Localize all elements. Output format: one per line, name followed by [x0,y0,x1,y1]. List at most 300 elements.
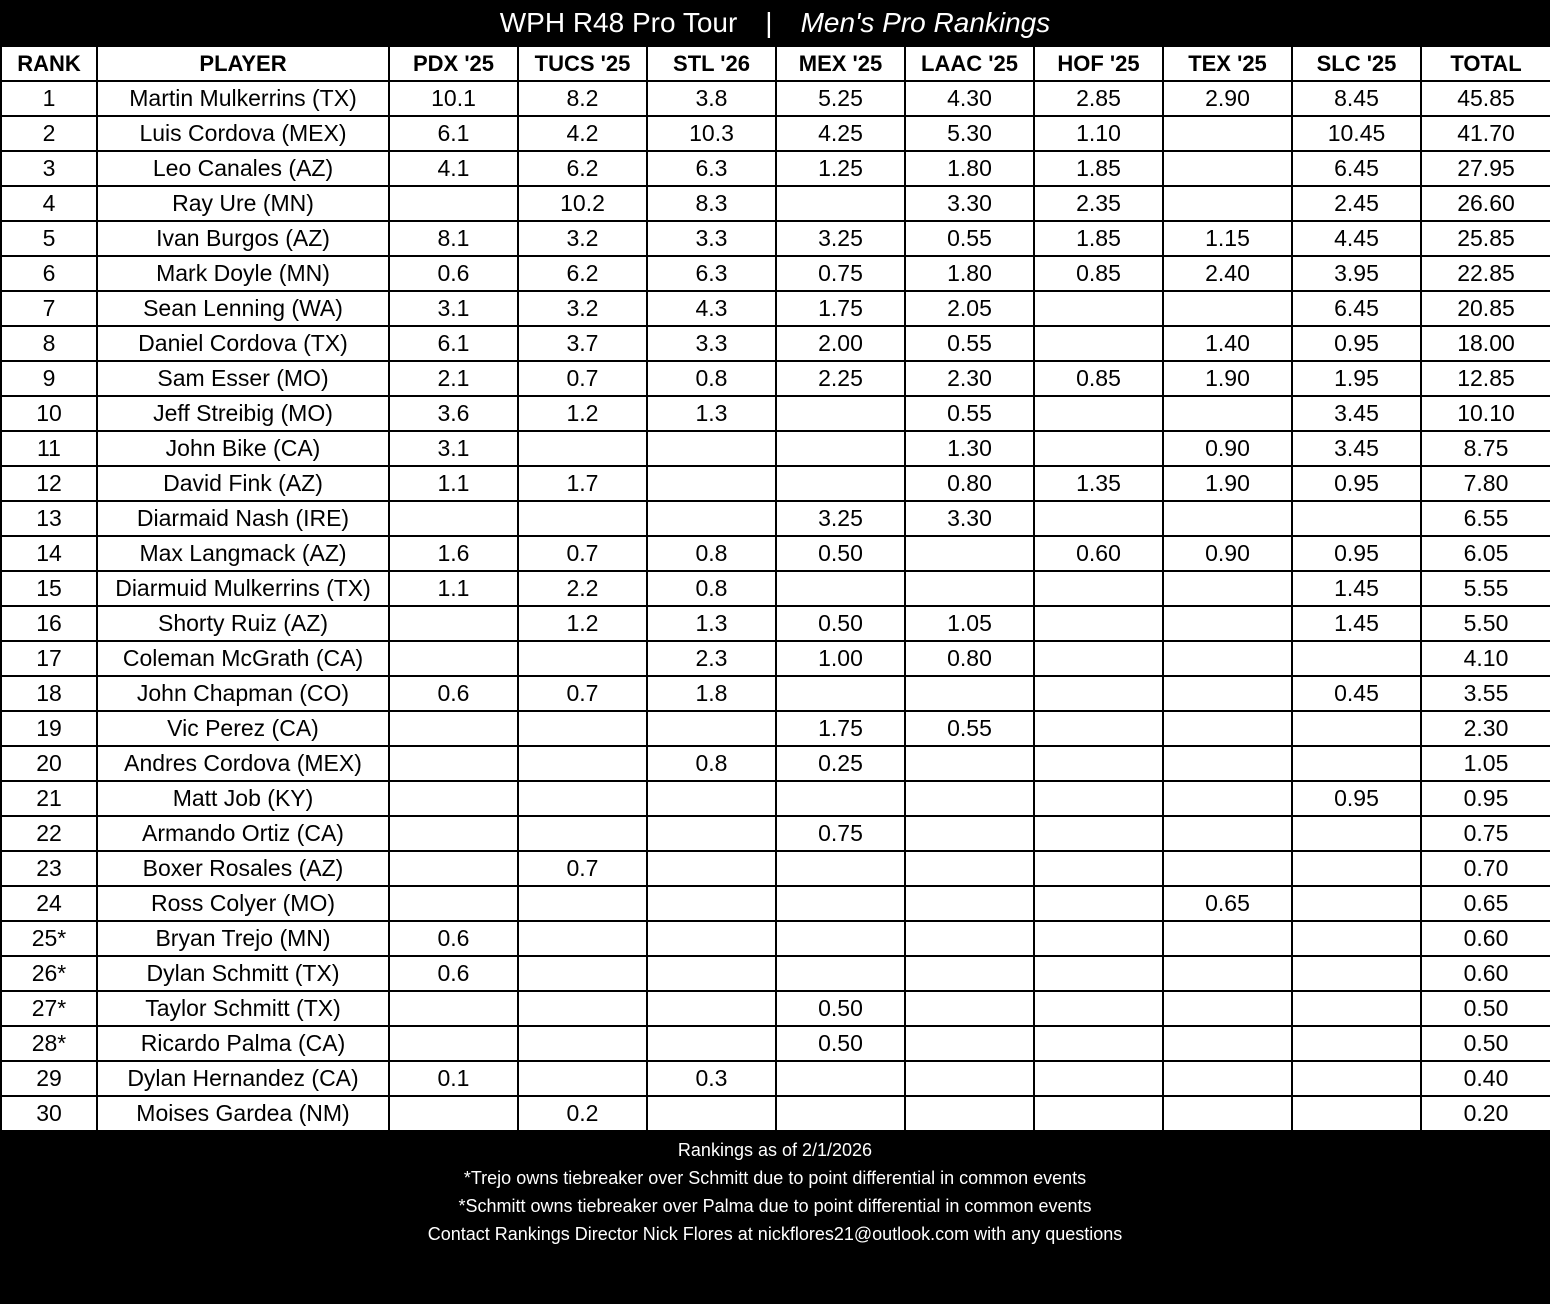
table-row [1,466,1550,501]
event-points-cell: 6.45 [1292,291,1421,326]
table-row [1,326,1550,361]
event-points-cell: 4.3 [647,291,776,326]
event-points-cell: 1.40 [1163,326,1292,361]
table-row [1,571,1550,606]
page-title: WPH R48 Pro Tour [499,6,738,38]
table-row [1,221,1550,256]
event-points-cell [1034,851,1163,886]
event-points-cell [1034,326,1163,361]
event-points-cell [518,1026,647,1061]
rank-cell: 29 [1,1061,97,1096]
event-points-cell [1034,711,1163,746]
event-points-cell: 1.45 [1292,606,1421,641]
event-points-cell [1163,816,1292,851]
rank-cell: 14 [1,536,97,571]
event-points-cell [776,466,905,501]
event-points-cell [1034,291,1163,326]
event-points-cell [905,746,1034,781]
total-cell: 0.60 [1421,921,1550,956]
event-points-cell [518,1061,647,1096]
title-separator: | [765,6,773,38]
event-points-cell: 0.95 [1292,466,1421,501]
event-points-cell [905,886,1034,921]
table-row [1,291,1550,326]
event-points-cell [1034,396,1163,431]
event-points-cell: 6.2 [518,256,647,291]
event-points-cell [1292,641,1421,676]
event-points-cell: 0.50 [776,1026,905,1061]
event-points-cell [647,886,776,921]
table-row [1,956,1550,991]
event-points-cell [1163,711,1292,746]
player-cell: John Bike (CA) [97,431,389,466]
event-points-cell: 0.65 [1163,886,1292,921]
event-points-cell: 0.85 [1034,256,1163,291]
rank-cell: 17 [1,641,97,676]
event-points-cell [518,886,647,921]
event-points-cell [389,501,518,536]
rankings-table [0,45,1550,1132]
event-points-cell: 2.25 [776,361,905,396]
event-points-cell [1034,676,1163,711]
table-row [1,1096,1550,1131]
total-cell: 4.10 [1421,641,1550,676]
event-points-cell [776,431,905,466]
event-points-cell [1163,1026,1292,1061]
table-row [1,711,1550,746]
event-points-cell: 1.45 [1292,571,1421,606]
total-cell: 0.65 [1421,886,1550,921]
event-points-cell: 0.6 [389,956,518,991]
rank-cell: 23 [1,851,97,886]
event-points-cell [776,676,905,711]
rank-cell: 10 [1,396,97,431]
column-header: MEX '25 [776,46,905,81]
event-points-cell [1163,116,1292,151]
event-points-cell: 3.2 [518,221,647,256]
player-cell: Dylan Hernandez (CA) [97,1061,389,1096]
rank-cell: 15 [1,571,97,606]
total-cell: 12.85 [1421,361,1550,396]
player-cell: Vic Perez (CA) [97,711,389,746]
event-points-cell: 1.2 [518,396,647,431]
player-cell: Shorty Ruiz (AZ) [97,606,389,641]
event-points-cell: 0.85 [1034,361,1163,396]
footer-notes [0,1132,1550,1245]
table-row [1,536,1550,571]
event-points-cell: 2.1 [389,361,518,396]
footer-note: *Schmitt owns tiebreaker over Palma due to point differential in common events [458,1196,1092,1216]
event-points-cell [1292,1026,1421,1061]
total-cell: 0.50 [1421,991,1550,1026]
event-points-cell [518,781,647,816]
event-points-cell: 0.55 [905,221,1034,256]
event-points-cell: 0.75 [776,256,905,291]
event-points-cell: 0.6 [389,921,518,956]
event-points-cell [1034,991,1163,1026]
event-points-cell: 1.10 [1034,116,1163,151]
event-points-cell [1034,746,1163,781]
player-cell: Leo Canales (AZ) [97,151,389,186]
event-points-cell: 0.55 [905,396,1034,431]
event-points-cell: 3.3 [647,326,776,361]
event-points-cell: 2.05 [905,291,1034,326]
event-points-cell [776,1096,905,1131]
table-row [1,641,1550,676]
event-points-cell: 2.35 [1034,186,1163,221]
table-row [1,991,1550,1026]
event-points-cell [647,711,776,746]
total-cell: 26.60 [1421,186,1550,221]
event-points-cell [518,956,647,991]
event-points-cell: 0.90 [1163,431,1292,466]
column-header: PLAYER [97,46,389,81]
page-subtitle: Men's Pro Rankings [800,6,1051,38]
event-points-cell: 0.2 [518,1096,647,1131]
event-points-cell [1163,186,1292,221]
rank-cell: 21 [1,781,97,816]
event-points-cell [647,851,776,886]
rank-cell: 1 [1,81,97,116]
event-points-cell [1034,501,1163,536]
event-points-cell: 4.25 [776,116,905,151]
event-points-cell: 1.2 [518,606,647,641]
event-points-cell: 3.25 [776,501,905,536]
event-points-cell: 6.45 [1292,151,1421,186]
player-cell: Moises Gardea (NM) [97,1096,389,1131]
total-cell: 22.85 [1421,256,1550,291]
event-points-cell: 3.8 [647,81,776,116]
event-points-cell: 3.2 [518,291,647,326]
event-points-cell: 1.05 [905,606,1034,641]
event-points-cell [776,921,905,956]
event-points-cell: 6.1 [389,116,518,151]
event-points-cell: 1.85 [1034,221,1163,256]
event-points-cell [905,536,1034,571]
event-points-cell: 5.25 [776,81,905,116]
rank-cell: 24 [1,886,97,921]
event-points-cell [905,956,1034,991]
event-points-cell [1034,921,1163,956]
player-cell: David Fink (AZ) [97,466,389,501]
event-points-cell [1163,956,1292,991]
player-cell: Ivan Burgos (AZ) [97,221,389,256]
event-points-cell: 0.8 [647,571,776,606]
player-cell: Boxer Rosales (AZ) [97,851,389,886]
event-points-cell [1163,746,1292,781]
event-points-cell: 0.7 [518,851,647,886]
event-points-cell [647,781,776,816]
event-points-cell [1163,291,1292,326]
event-points-cell [1163,781,1292,816]
table-row [1,1061,1550,1096]
event-points-cell: 3.1 [389,431,518,466]
event-points-cell: 1.35 [1034,466,1163,501]
rank-cell: 3 [1,151,97,186]
event-points-cell [1034,886,1163,921]
column-header: RANK [1,46,97,81]
table-row [1,361,1550,396]
event-points-cell [1163,396,1292,431]
player-cell: Taylor Schmitt (TX) [97,991,389,1026]
rank-cell: 16 [1,606,97,641]
event-points-cell [1292,921,1421,956]
total-cell: 25.85 [1421,221,1550,256]
rank-cell: 27* [1,991,97,1026]
event-points-cell [389,711,518,746]
event-points-cell [1292,746,1421,781]
event-points-cell: 3.3 [647,221,776,256]
event-points-cell: 0.50 [776,536,905,571]
event-points-cell: 1.1 [389,571,518,606]
event-points-cell: 1.6 [389,536,518,571]
event-points-cell: 0.7 [518,676,647,711]
column-header: STL '26 [647,46,776,81]
event-points-cell [776,956,905,991]
event-points-cell: 1.25 [776,151,905,186]
event-points-cell: 0.8 [647,536,776,571]
table-row [1,186,1550,221]
event-points-cell [647,466,776,501]
event-points-cell [1292,501,1421,536]
event-points-cell [389,1026,518,1061]
event-points-cell [389,816,518,851]
event-points-cell: 0.45 [1292,676,1421,711]
event-points-cell: 6.2 [518,151,647,186]
total-cell: 7.80 [1421,466,1550,501]
event-points-cell [389,606,518,641]
table-row [1,396,1550,431]
total-cell: 1.05 [1421,746,1550,781]
total-cell: 0.20 [1421,1096,1550,1131]
event-points-cell [389,781,518,816]
event-points-cell [776,781,905,816]
event-points-cell: 6.3 [647,151,776,186]
event-points-cell: 2.2 [518,571,647,606]
event-points-cell [647,956,776,991]
event-points-cell: 6.1 [389,326,518,361]
rank-cell: 28* [1,1026,97,1061]
event-points-cell [905,1026,1034,1061]
event-points-cell [1292,816,1421,851]
rank-cell: 5 [1,221,97,256]
total-cell: 45.85 [1421,81,1550,116]
event-points-cell: 0.60 [1034,536,1163,571]
table-row [1,816,1550,851]
total-cell: 0.40 [1421,1061,1550,1096]
table-row [1,886,1550,921]
event-points-cell: 0.6 [389,676,518,711]
rank-cell: 7 [1,291,97,326]
column-header: SLC '25 [1292,46,1421,81]
player-cell: Dylan Schmitt (TX) [97,956,389,991]
event-points-cell [1034,816,1163,851]
event-points-cell: 2.85 [1034,81,1163,116]
event-points-cell [905,571,1034,606]
player-cell: Ricardo Palma (CA) [97,1026,389,1061]
event-points-cell: 1.90 [1163,466,1292,501]
event-points-cell: 0.7 [518,536,647,571]
footer-note: Contact Rankings Director Nick Flores at nickflores21@outlook.com with any questions [427,1224,1123,1244]
rank-cell: 20 [1,746,97,781]
player-cell: Mark Doyle (MN) [97,256,389,291]
event-points-cell [1163,1061,1292,1096]
event-points-cell [1163,1096,1292,1131]
total-cell: 20.85 [1421,291,1550,326]
total-cell: 3.55 [1421,676,1550,711]
event-points-cell [647,1096,776,1131]
event-points-cell: 0.8 [647,361,776,396]
table-row [1,1026,1550,1061]
player-cell: Matt Job (KY) [97,781,389,816]
event-points-cell [776,886,905,921]
event-points-cell [1292,1061,1421,1096]
event-points-cell [647,921,776,956]
rank-cell: 6 [1,256,97,291]
total-cell: 0.50 [1421,1026,1550,1061]
event-points-cell [905,781,1034,816]
event-points-cell [905,1061,1034,1096]
event-points-cell: 0.95 [1292,536,1421,571]
total-cell: 10.10 [1421,396,1550,431]
event-points-cell: 10.45 [1292,116,1421,151]
event-points-cell: 2.30 [905,361,1034,396]
player-cell: Martin Mulkerrins (TX) [97,81,389,116]
event-points-cell: 10.1 [389,81,518,116]
event-points-cell: 8.45 [1292,81,1421,116]
event-points-cell [518,711,647,746]
event-points-cell [389,851,518,886]
event-points-cell [1163,676,1292,711]
event-points-cell [1163,151,1292,186]
event-points-cell [1292,851,1421,886]
table-row [1,256,1550,291]
rank-cell: 4 [1,186,97,221]
footer-note: *Trejo owns tiebreaker over Schmitt due to point differential in common events [463,1168,1087,1188]
event-points-cell [776,186,905,221]
event-points-cell [518,991,647,1026]
event-points-cell: 0.80 [905,466,1034,501]
player-cell: Ross Colyer (MO) [97,886,389,921]
event-points-cell: 0.55 [905,711,1034,746]
event-points-cell [518,921,647,956]
event-points-cell [389,1096,518,1131]
event-points-cell: 0.1 [389,1061,518,1096]
event-points-cell [518,641,647,676]
total-cell: 0.75 [1421,816,1550,851]
event-points-cell: 2.00 [776,326,905,361]
event-points-cell [1163,501,1292,536]
event-points-cell: 8.2 [518,81,647,116]
column-header: PDX '25 [389,46,518,81]
player-cell: John Chapman (CO) [97,676,389,711]
table-body [1,81,1550,1131]
event-points-cell [389,886,518,921]
event-points-cell: 0.95 [1292,326,1421,361]
event-points-cell: 0.7 [518,361,647,396]
event-points-cell: 3.45 [1292,431,1421,466]
event-points-cell: 1.1 [389,466,518,501]
event-points-cell [518,746,647,781]
event-points-cell [389,991,518,1026]
event-points-cell [518,431,647,466]
player-cell: Sam Esser (MO) [97,361,389,396]
event-points-cell: 4.45 [1292,221,1421,256]
total-cell: 0.60 [1421,956,1550,991]
event-points-cell [1034,956,1163,991]
event-points-cell: 0.25 [776,746,905,781]
rank-cell: 25* [1,921,97,956]
event-points-cell: 1.15 [1163,221,1292,256]
footer-note: Rankings as of 2/1/2026 [677,1140,873,1160]
event-points-cell: 2.3 [647,641,776,676]
event-points-cell: 3.45 [1292,396,1421,431]
event-points-cell: 0.6 [389,256,518,291]
player-cell: Max Langmack (AZ) [97,536,389,571]
event-points-cell: 3.6 [389,396,518,431]
event-points-cell: 0.50 [776,991,905,1026]
event-points-cell: 8.3 [647,186,776,221]
player-cell: Daniel Cordova (TX) [97,326,389,361]
event-points-cell [1163,851,1292,886]
event-points-cell: 1.80 [905,256,1034,291]
column-header: TOTAL [1421,46,1550,81]
rank-cell: 18 [1,676,97,711]
player-cell: Andres Cordova (MEX) [97,746,389,781]
event-points-cell [776,571,905,606]
event-points-cell [647,1026,776,1061]
event-points-cell: 3.25 [776,221,905,256]
rank-cell: 30 [1,1096,97,1131]
table-row [1,151,1550,186]
total-cell: 2.30 [1421,711,1550,746]
rank-cell: 13 [1,501,97,536]
event-points-cell [1292,1096,1421,1131]
event-points-cell [1034,431,1163,466]
event-points-cell: 1.90 [1163,361,1292,396]
event-points-cell [389,186,518,221]
event-points-cell: 0.8 [647,746,776,781]
player-cell: Jeff Streibig (MO) [97,396,389,431]
event-points-cell [1034,571,1163,606]
player-cell: Diarmuid Mulkerrins (TX) [97,571,389,606]
event-points-cell [1163,921,1292,956]
event-points-cell: 2.90 [1163,81,1292,116]
total-cell: 8.75 [1421,431,1550,466]
event-points-cell [905,851,1034,886]
event-points-cell: 0.75 [776,816,905,851]
table-row [1,431,1550,466]
event-points-cell [905,1096,1034,1131]
player-cell: Luis Cordova (MEX) [97,116,389,151]
event-points-cell [1163,641,1292,676]
event-points-cell [518,501,647,536]
event-points-cell [1292,956,1421,991]
event-points-cell [1034,1096,1163,1131]
event-points-cell: 5.30 [905,116,1034,151]
table-row [1,676,1550,711]
event-points-cell: 1.95 [1292,361,1421,396]
rank-cell: 22 [1,816,97,851]
event-points-cell: 10.3 [647,116,776,151]
event-points-cell: 1.7 [518,466,647,501]
event-points-cell: 0.90 [1163,536,1292,571]
event-points-cell [518,816,647,851]
event-points-cell: 1.3 [647,606,776,641]
total-cell: 6.05 [1421,536,1550,571]
table-row [1,746,1550,781]
table-row [1,851,1550,886]
